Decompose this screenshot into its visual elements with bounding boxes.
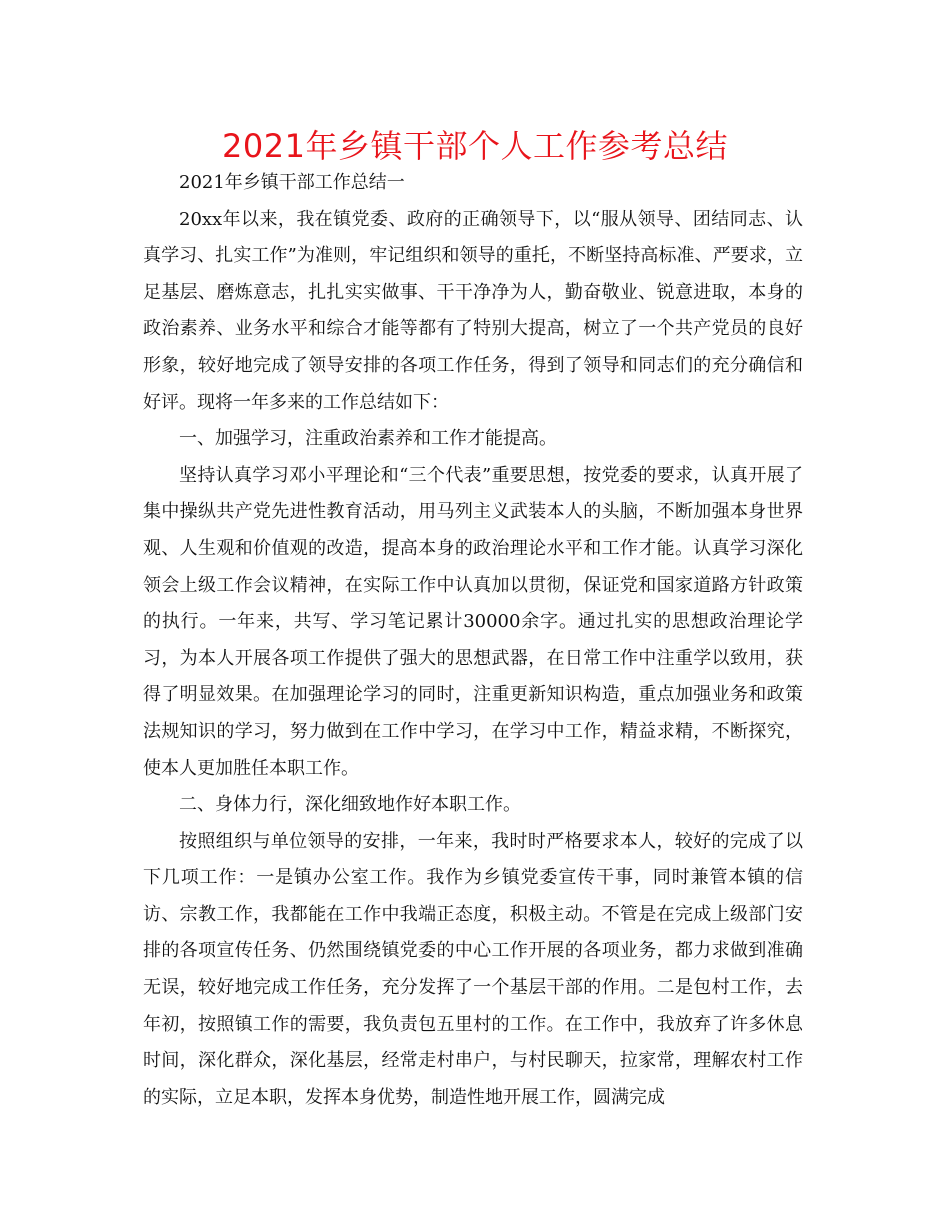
section-heading-1: 一、加强学习，注重政治素养和工作才能提高。 <box>179 428 557 450</box>
document-title: 2021年乡镇干部个人工作参考总结 <box>222 127 728 165</box>
intro-paragraph: 20xx年以来，我在镇党委、政府的正确领导下，以“服从领导、团结同志、认真学习、扎实工作”为准则，牢记组织和领导的重托，不断坚持高标准、严要求，立足基层、磨炼意志，扎扎实实做事、干干净净为人，勤奋敬业、锐意进取，本身的政治素养、业务水平和综合才能等都有了特别大提高，树立了一个共产党员的良好形象，较好地完成了领导安排的各项工作任务，得到了领导和同志们的充分确信和好评。现将一年多来的工作总结如下： <box>143 208 803 413</box>
section-2-paragraph: 按照组织与单位领导的安排，一年来，我时时严格要求本人，较好的完成了以下几项工作：一是镇办公室工作。我作为乡镇党委宣传干事，同时兼管本镇的信访、宗教工作，我都能在工作中我端正态度，积极主动。不管是在完成上级部门安排的各项宣传任务、仍然围绕镇党委的中心工作开展的各项业务，都力求做到准确无误，较好地完成工作任务，充分发挥了一个基层干部的作用。二是包村工作，去年初，按照镇工作的需要，我负责包五里村的工作。在工作中，我放弃了许多休息时间，深化群众，深化基层，经常走村串户，与村民聊天，拉家常，理解农村工作的实际，立足本职，发挥本身优势，制造性地开展工作，圆满完成 <box>143 830 803 1108</box>
section-1-paragraph: 坚持认真学习邓小平理论和“三个代表”重要思想，按党委的要求，认真开展了集中操纵共产党先进性教育活动，用马列主义武装本人的头脑，不断加强本身世界观、人生观和价值观的改造，提高本身的政治理论水平和工作才能。认真学习深化领会上级工作会议精神，在实际工作中认真加以贯彻，保证党和国家道路方针政策的执行。一年来，共写、学习笔记累计30000余字。通过扎实的思想政治理论学习，为本人开展各项工作提供了强大的思想武器，在日常工作中注重学以致用，获得了明显效果。在加强理论学习的同时，注重更新知识构造，重点加强业务和政策法规知识的学习，努力做到在工作中学习，在学习中工作，精益求精，不断探究，使本人更加胜任本职工作。 <box>143 464 803 779</box>
subtitle-paragraph: 2021年乡镇干部工作总结一 <box>179 172 405 193</box>
section-heading-2: 二、身体力行，深化细致地作好本职工作。 <box>179 794 521 816</box>
document-body <box>143 165 803 1116</box>
